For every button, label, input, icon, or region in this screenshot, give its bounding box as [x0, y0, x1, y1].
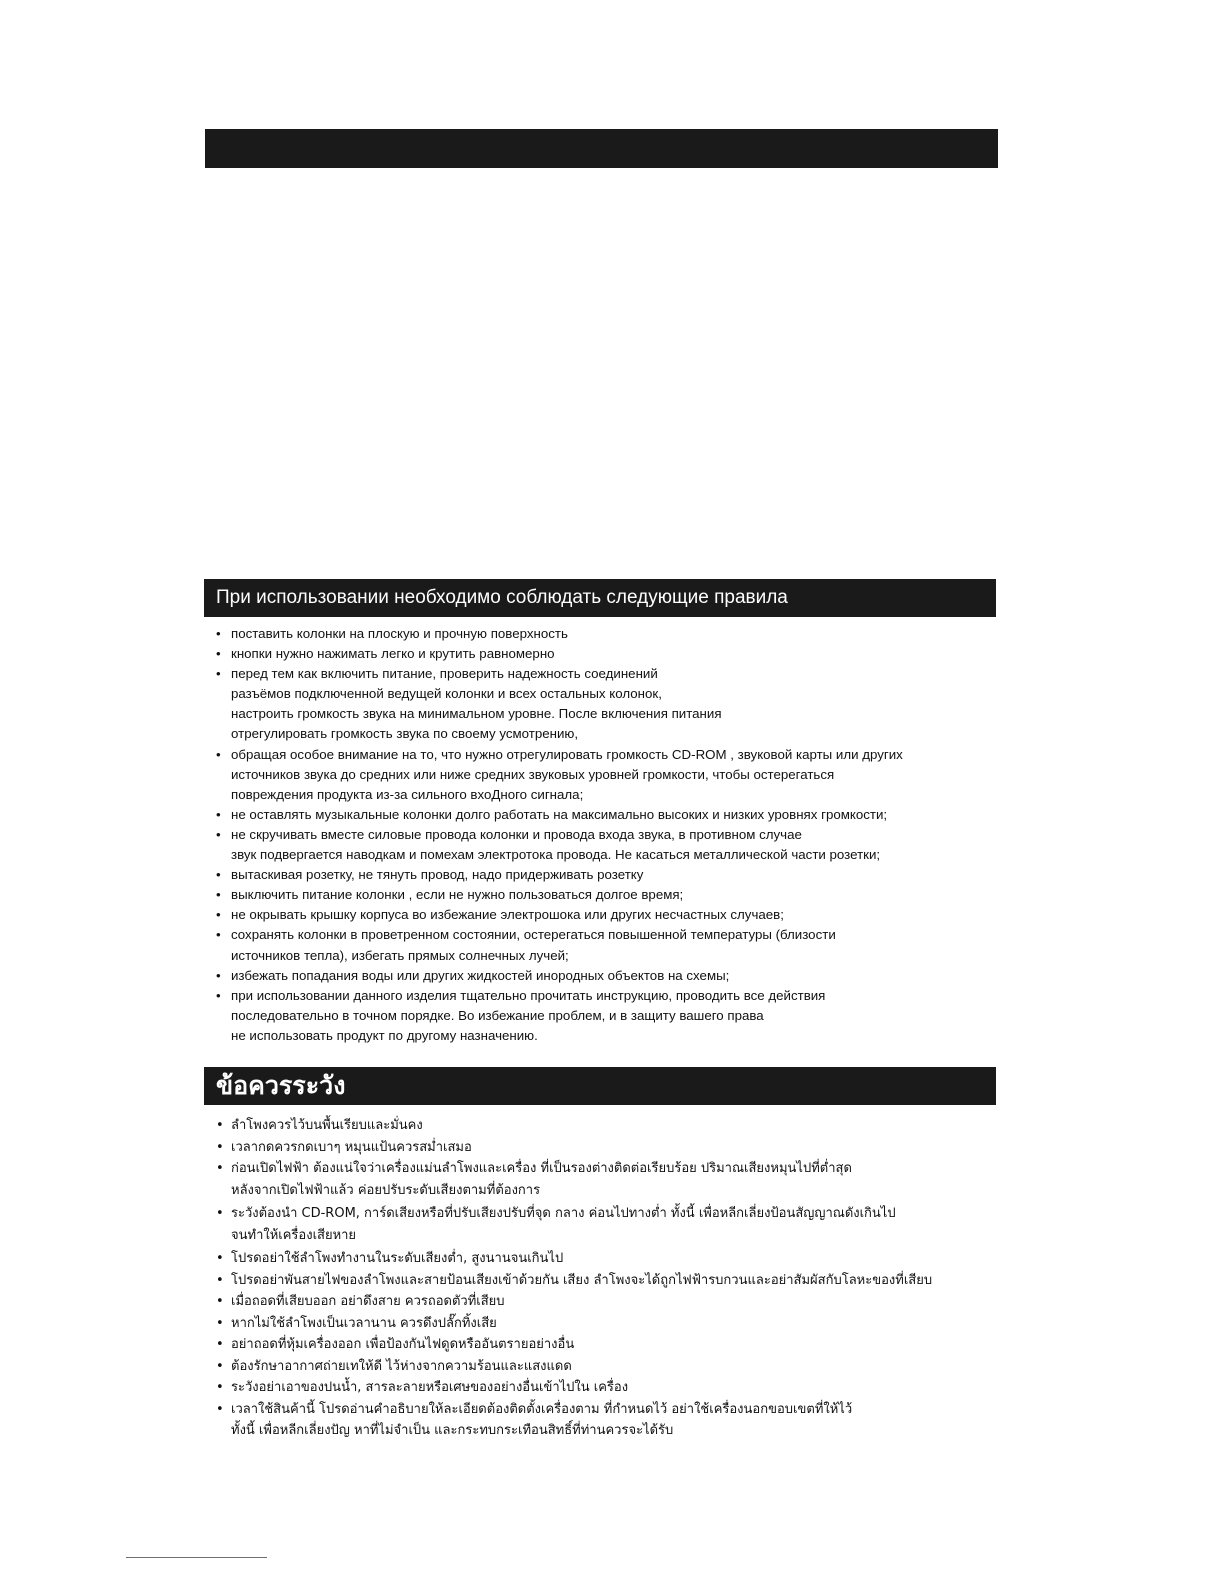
top-header-bar: [205, 129, 998, 168]
list-item-line: • обращая особое внимание на то, что нужно отрегулировать громкость CD-ROM , звуковой карты или других: [231, 746, 903, 762]
list-item-line: • ลำโพงควรไว้บนพื้นเรียบและมั่นคง: [231, 1118, 423, 1133]
list-item: [216, 865, 903, 885]
ru-rules-list: [216, 624, 903, 1046]
list-item-line: • เวลากดควรกดเบาๆ หมุนแป้นควรสม่ำเสมอ: [231, 1139, 472, 1155]
list-item-line: звук подвергается наводкам и помехам электротока провода. Не касаться металлической части розетки;: [231, 847, 881, 863]
list-item-line: • избежать попадания воды или других жидкостей инородных объектов на схемы;: [231, 967, 730, 983]
list-item: [216, 1270, 932, 1292]
list-item-line: • โปรดอย่าพันสายไฟของลำโพงและสายป้อนเสียงเข้าด้วยกัน เสียง ลำโพงจะได้ถูกไฟฟ้ารบกวนและอย่าสัมผัสกับโลหะของที่เสียบ: [231, 1272, 933, 1288]
list-item-line: • перед тем как включить питание, проверить надежность соединений: [231, 666, 658, 682]
list-item: [216, 644, 903, 664]
list-item-line: • поставить колонки на плоскую и прочную поверхность: [231, 626, 568, 641]
list-item-line: • не окрывать крышку корпуса во избежание электрошока или других несчастных случаев;: [231, 907, 784, 923]
list-item-line: • หากไม่ใช้ลำโพงเป็นเวลานาน ควรดึงปลั๊กทิ้งเสีย: [231, 1315, 497, 1331]
footer-divider: [126, 1557, 267, 1558]
list-item-line: • кнопки нужно нажимать легко и крутить равномерно: [231, 646, 555, 662]
list-item: [216, 1248, 932, 1270]
list-item: [216, 1377, 932, 1399]
list-item-line: • โปรดอย่าใช้ลำโพงทำงานในระดับเสียงต่ำ, สูงนานจนเกินไป: [231, 1251, 564, 1266]
list-item-line: настроить громкость звука на минимальном уровне. После включения питания: [231, 706, 722, 722]
list-item: [216, 745, 903, 805]
list-item: [216, 1313, 932, 1335]
list-item: [216, 925, 903, 965]
list-item-line: จนทำให้เครื่องเสียหาย: [231, 1227, 357, 1243]
th-section-title: ข้อควรระวัง: [216, 1071, 346, 1100]
list-item-line: • อย่าถอดที่หุ้มเครื่องออก เพื่อป้องกันไฟดูดหรืออันตรายอย่างอื่น: [231, 1337, 575, 1352]
list-item: [216, 1291, 932, 1313]
list-item-line: повреждения продукта из-за сильного вхоДного сигнала;: [231, 786, 584, 802]
list-item-line: источников звука до средних или ниже средних звуковых уровней громкости, чтобы остерегаться: [231, 766, 835, 782]
list-item: [216, 1334, 932, 1356]
list-item: [216, 664, 903, 744]
list-item-line: • при использовании данного изделия тщательно прочитать инструкцию, проводить все действия: [231, 987, 826, 1003]
list-item-line: • ก่อนเปิดไฟฟ้า ต้องแน่ใจว่าเครื่องแม่นลำโพงและเครื่อง ที่เป็นรองต่างติดต่อเรียบร้อย ปริมาณเสียงหมุนไปที่ต่ำสุด: [231, 1161, 852, 1176]
list-item: [216, 885, 903, 905]
list-item: [216, 1158, 932, 1201]
list-item-line: • เวลาใช้สินค้านี้ โปรดอ่านคำอธิบายให้ละเอียดต้องติดตั้งเครื่องตาม ที่กำหนดไว้ อย่าใช้เครื่องนอกขอบเขตที่ให้ไว้: [231, 1401, 853, 1417]
list-item: [216, 905, 903, 925]
list-item-line: • выключить питание колонки , если не нужно пользоваться долгое время;: [231, 887, 684, 903]
list-item: [216, 966, 903, 986]
ru-section-title: При использовании необходимо соблюдать следующие правила: [216, 587, 788, 608]
list-item-line: не использовать продукт по другому назначению.: [231, 1027, 538, 1043]
list-item-line: ทั้งนี้ เพื่อหลีกเลี่ยงปัญ หาที่ไม่จำเป็น และกระทบกระเทือนสิทธิ์ที่ท่านควรจะได้รับ: [231, 1423, 674, 1438]
list-item-line: • ต้องรักษาอากาศถ่ายเทให้ดี ไว้ห่างจากความร้อนและแสงแดด: [231, 1358, 572, 1374]
list-item: [216, 986, 903, 1046]
list-item-line: разъёмов подключенной ведущей колонки и всех остальных колонок,: [231, 686, 662, 702]
list-item-line: • ระวังอย่าเอาของปนน้ำ, สารละลายหรือเศษของอย่างอื่นเข้าไปใน เครื่อง: [231, 1380, 629, 1395]
list-item-line: หลังจากเปิดไฟฟ้าแล้ว ค่อยปรับระดับเสียงตามที่ต้องการ: [231, 1182, 541, 1198]
list-item: [216, 1399, 932, 1442]
list-item-line: источников тепла), избегать прямых солнечных лучей;: [231, 947, 569, 963]
list-item-line: последовательно в точном порядке. Во избежание проблем, и в защиту вашего права: [231, 1007, 764, 1023]
list-item: [216, 1115, 932, 1137]
list-item-line: • не оставлять музыкальные колонки долго работать на максимально высоких и низких уровнях громкости;: [231, 806, 888, 822]
list-item-line: • ระวังต้องนำ CD-ROM, การ์ดเสียงหรือที่ปรับเสียงปรับที่จุด กลาง ค่อนไปทางต่ำ ทั้งนี้ เพื่อหลีกเลี่ยงป้อนสัญญาณดังเกินไป: [231, 1206, 896, 1221]
list-item: [216, 1356, 932, 1378]
th-rules-list: [216, 1115, 932, 1444]
list-item-line: отрегулировать громкость звука по своему усмотрению,: [231, 726, 579, 742]
list-item-line: • сохранять колонки в проветренном состоянии, остерегаться повышенной температуры (близости: [231, 927, 836, 943]
list-item: [216, 805, 903, 825]
list-item: [216, 825, 903, 865]
ru-section-header: [204, 579, 996, 617]
list-item: [216, 624, 903, 644]
list-item: [216, 1203, 932, 1246]
th-section-header: [204, 1067, 996, 1105]
list-item-line: • เมื่อถอดที่เสียบออก อย่าดึงสาย ควรถอดตัวที่เสียบ: [231, 1294, 505, 1309]
list-item-line: • не скручивать вместе силовые провода колонки и провода входа звука, в противном случае: [231, 826, 802, 842]
list-item-line: • вытаскивая розетку, не тянуть провод, надо придерживать розетку: [231, 867, 644, 883]
list-item: [216, 1137, 932, 1159]
